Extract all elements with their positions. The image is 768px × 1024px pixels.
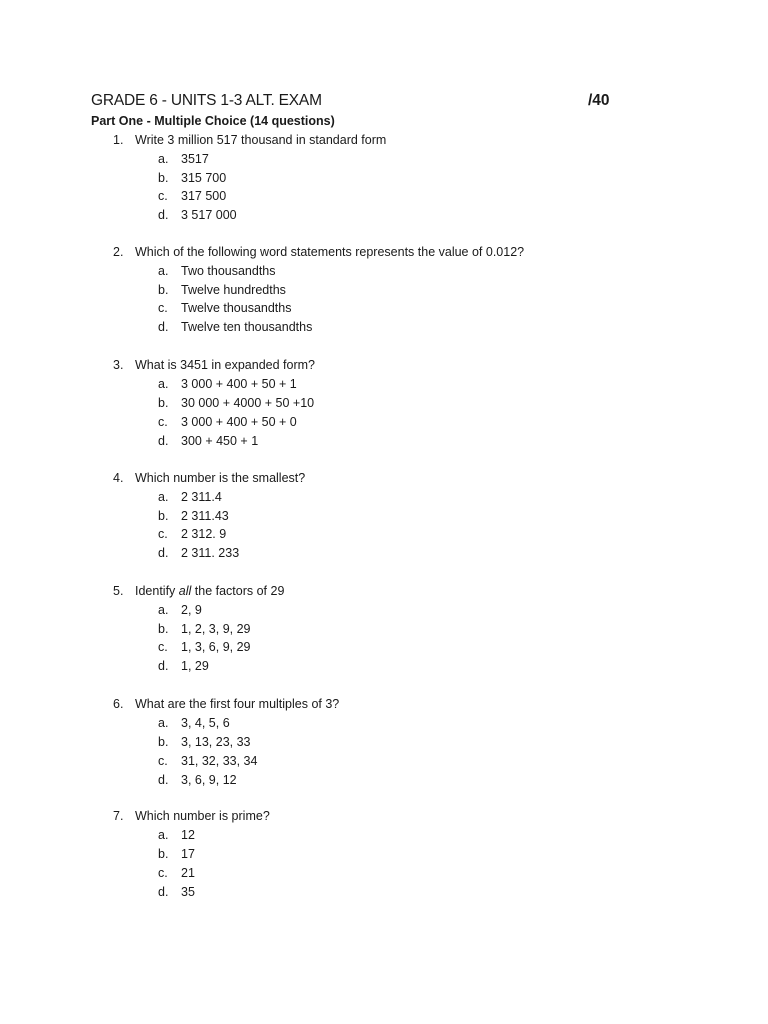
question-number: 2. (113, 245, 124, 259)
option-letter: b. (158, 847, 169, 861)
option-text: 31, 32, 33, 34 (181, 754, 258, 768)
option-text: 3 000 + 400 + 50 + 0 (181, 415, 297, 429)
option-letter: a. (158, 490, 169, 504)
question-number: 4. (113, 471, 124, 485)
option-text: 3 000 + 400 + 50 + 1 (181, 377, 297, 391)
option-letter: c. (158, 640, 168, 654)
question-text-after: the factors of 29 (191, 584, 285, 598)
option-text: 1, 29 (181, 659, 209, 673)
answer-option-a (0, 828, 700, 846)
option-text: 315 700 (181, 171, 227, 185)
option-text: 17 (181, 847, 195, 861)
option-text: 2 311. 233 (181, 546, 240, 560)
score-total: /40 (588, 92, 610, 109)
answer-option-a (0, 716, 700, 734)
option-letter: a. (158, 152, 169, 166)
question-prompt (0, 809, 700, 827)
question-text: Which of the following word statements represents the value of 0.012? (135, 245, 525, 259)
question-text: Which number is prime? (135, 809, 270, 823)
answer-option-b (0, 735, 700, 753)
option-text: 21 (181, 866, 195, 880)
option-text: 3517 (181, 152, 209, 166)
question-prompt (0, 358, 700, 376)
option-text: 3, 13, 23, 33 (181, 735, 251, 749)
answer-option-d (0, 208, 700, 226)
answer-option-b (0, 283, 700, 301)
question-prompt (0, 133, 700, 151)
option-text: 2 311.4 (181, 490, 222, 504)
answer-option-d (0, 773, 700, 791)
option-text: 2, 9 (181, 603, 202, 617)
question-prompt (0, 584, 700, 602)
answer-option-b (0, 847, 700, 865)
option-text: 2 311.43 (181, 509, 229, 523)
option-letter: c. (158, 415, 168, 429)
option-letter: a. (158, 828, 169, 842)
question-text-emphasis: all (178, 584, 192, 598)
answer-option-c (0, 866, 700, 884)
option-letter: d. (158, 434, 169, 448)
option-text: 12 (181, 828, 195, 842)
option-text: Twelve ten thousandths (181, 320, 313, 334)
question-prompt (0, 697, 700, 715)
option-letter: b. (158, 396, 169, 410)
option-text: 317 500 (181, 189, 227, 203)
option-text: Twelve hundredths (181, 283, 286, 297)
answer-option-a (0, 264, 700, 282)
question-text (135, 584, 284, 598)
question-text: Which number is the smallest? (135, 471, 306, 485)
option-letter: b. (158, 283, 169, 297)
question-number: 6. (113, 697, 124, 711)
answer-option-d (0, 885, 700, 903)
question-text: What is 3451 in expanded form? (135, 358, 315, 372)
answer-option-a (0, 603, 700, 621)
part-one-heading: Part One - Multiple Choice (14 questions) (91, 114, 335, 128)
option-letter: c. (158, 527, 168, 541)
option-text: 2 312. 9 (181, 527, 227, 541)
question-prompt (0, 471, 700, 489)
question-text: Write 3 million 517 thousand in standard form (135, 133, 387, 147)
option-letter: c. (158, 754, 168, 768)
option-letter: a. (158, 377, 169, 391)
option-letter: b. (158, 509, 169, 523)
answer-option-d (0, 546, 700, 564)
option-letter: c. (158, 301, 168, 315)
option-letter: a. (158, 716, 169, 730)
option-letter: d. (158, 659, 169, 673)
answer-option-c (0, 189, 700, 207)
option-letter: b. (158, 622, 169, 636)
option-text: 1, 2, 3, 9, 29 (181, 622, 251, 636)
option-text: 1, 3, 6, 9, 29 (181, 640, 251, 654)
option-text: 35 (181, 885, 195, 899)
option-letter: d. (158, 320, 169, 334)
question-number: 1. (113, 133, 124, 147)
question-number: 3. (113, 358, 124, 372)
answer-option-c (0, 415, 700, 433)
option-text: 3 517 000 (181, 208, 237, 222)
answer-option-b (0, 171, 700, 189)
option-letter: d. (158, 885, 169, 899)
option-letter: a. (158, 264, 169, 278)
option-text: Twelve thousandths (181, 301, 292, 315)
answer-option-a (0, 490, 700, 508)
option-text: 300 + 450 + 1 (181, 434, 259, 448)
option-letter: d. (158, 208, 169, 222)
option-letter: b. (158, 735, 169, 749)
option-text: 3, 6, 9, 12 (181, 773, 237, 787)
answer-option-a (0, 152, 700, 170)
option-letter: b. (158, 171, 169, 185)
question-text: What are the first four multiples of 3? (135, 697, 340, 711)
option-text: 3, 4, 5, 6 (181, 716, 230, 730)
answer-option-c (0, 527, 700, 545)
answer-option-b (0, 622, 700, 640)
option-text: Two thousandths (181, 264, 276, 278)
answer-option-d (0, 659, 700, 677)
option-letter: d. (158, 773, 169, 787)
option-letter: a. (158, 603, 169, 617)
question-text-before: Identify (135, 584, 179, 598)
question-prompt (0, 245, 700, 263)
answer-option-c (0, 754, 700, 772)
question-number: 7. (113, 809, 124, 823)
option-letter: c. (158, 189, 168, 203)
answer-option-c (0, 640, 700, 658)
option-letter: c. (158, 866, 168, 880)
exam-title: GRADE 6 - UNITS 1-3 ALT. EXAM (91, 92, 322, 109)
exam-header (91, 92, 611, 114)
option-letter: d. (158, 546, 169, 560)
answer-option-a (0, 377, 700, 395)
answer-option-c (0, 301, 700, 319)
question-number: 5. (113, 584, 124, 598)
option-text: 30 000 + 4000 + 50 +10 (181, 396, 315, 410)
answer-option-b (0, 509, 700, 527)
answer-option-d (0, 320, 700, 338)
answer-option-b (0, 396, 700, 414)
answer-option-d (0, 434, 700, 452)
